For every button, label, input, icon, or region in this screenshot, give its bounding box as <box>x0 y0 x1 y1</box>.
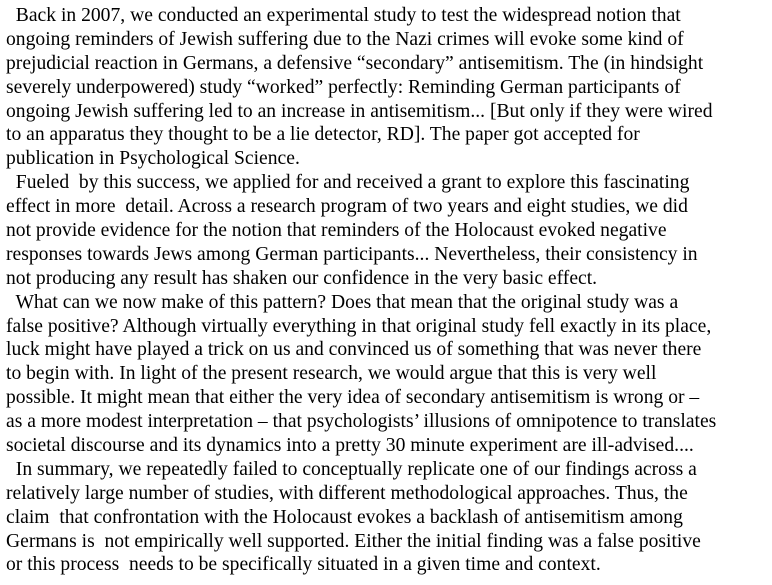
text-line: ongoing Jewish suffering led to an increase in antisemitism... [But only if they were wired <box>6 100 713 122</box>
text-line: ongoing reminders of Jewish suffering due to the Nazi crimes will evoke some kind of <box>6 28 684 50</box>
paragraph-1 <box>6 4 766 171</box>
text-line: Fueled by this success, we applied for and received a grant to explore this fascinating <box>6 172 690 194</box>
text-line: What can we now make of this pattern? Does that mean that the original study was a <box>6 291 679 313</box>
text-line: Back in 2007, we conducted an experimental study to test the widespread notion that <box>6 5 681 26</box>
text-line: as a more modest interpretation – that psychologists’ illusions of omnipotence to translates <box>6 411 717 433</box>
text-line: Germans is not empirically well supported. Either the initial finding was a false positive <box>6 530 701 552</box>
text-line: relatively large number of studies, with different methodological approaches. Thus, the <box>6 482 688 504</box>
text-line: societal discourse and its dynamics into a pretty 30 minute experiment are ill-advised.... <box>6 435 694 457</box>
text-line: not producing any result has shaken our confidence in the very basic effect. <box>6 267 598 289</box>
text-line: claim that confrontation with the Holocaust evokes a backlash of antisemitism among <box>6 506 683 528</box>
paragraph-4 <box>6 458 766 577</box>
text-line: to begin with. In light of the present research, we would argue that this is very well <box>6 363 657 385</box>
text-line: possible. It might mean that either the very idea of secondary antisemitism is wrong or – <box>6 387 700 409</box>
text-line: effect in more detail. Across a research program of two years and eight studies, we did <box>6 196 688 218</box>
text-line: severely underpowered) study “worked” perfectly: Reminding German participants of <box>6 76 681 98</box>
text-line: publication in Psychological Science. <box>6 148 300 170</box>
text-line: In summary, we repeatedly failed to conceptually replicate one of our findings across a <box>6 458 697 480</box>
text-line: luck might have played a trick on us and convinced us of something that was never there <box>6 339 702 361</box>
paragraph-2 <box>6 171 766 290</box>
text-line: responses towards Jews among German participants... Nevertheless, their consistency in <box>6 243 698 265</box>
text-line: not provide evidence for the notion that reminders of the Holocaust evoked negative <box>6 220 667 242</box>
text-line: to an apparatus they thought to be a lie detector, RD]. The paper got accepted for <box>6 124 640 146</box>
text-line: prejudicial reaction in Germans, a defensive “secondary” antisemitism. The (in hindsight <box>6 52 704 74</box>
paragraph-3 <box>6 291 766 458</box>
text-line: false positive? Although virtually everything in that original study fell exactly in its place, <box>6 315 712 337</box>
text-line: or this process needs to be specifically situated in a given time and context. <box>6 554 601 576</box>
